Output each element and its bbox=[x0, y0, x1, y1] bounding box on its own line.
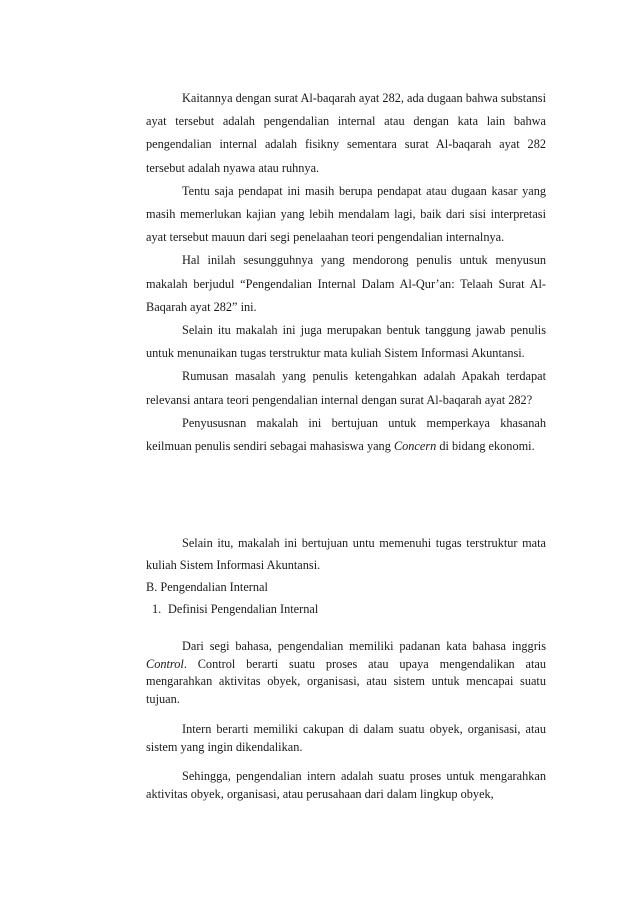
section-block bbox=[146, 576, 546, 620]
subsection-heading bbox=[146, 598, 546, 620]
subsection-title: Definisi Pengendalian Internal bbox=[168, 602, 319, 616]
paragraph-2: Tentu saja pendapat ini masih berupa pendapat atau dugaan kasar yang masih memerlukan kajian yang lebih mendalam lagi, baik dari sisi interpretasi ayat tersebut mauun dari segi penelaahan teori pengendalian internalnya. bbox=[146, 183, 546, 245]
paragraph-5: Rumusan masalah yang penulis ketengahkan adalah Apakah terdapat relevansi antara teori pengendalian internal dengan surat Al-baqarah ayat 282? bbox=[146, 369, 546, 407]
body-text-single-spaced-3 bbox=[146, 768, 546, 803]
paragraph-6-text-b: di bidang ekonomi. bbox=[436, 439, 535, 454]
paragraph-6 bbox=[146, 412, 546, 458]
paragraph-7: Selain itu, makalah ini bertujuan untu memenuhi tugas terstruktur mata kuliah Sistem Informasi Akuntansi. bbox=[146, 536, 546, 572]
paragraph-9: Intern berarti memiliki cakupan di dalam suatu obyek, organisasi, atau sistem yang ingin dikendalikan. bbox=[146, 722, 546, 754]
paragraph-10: Sehingga, pengendalian intern adalah suatu proses untuk mengarahkan aktivitas obyek, organisasi, atau perusahaan dari dalam lingkup obyek, bbox=[146, 769, 546, 801]
subsection-number: 1. bbox=[152, 602, 162, 616]
paragraph-8-text-b: . Control berarti suatu proses atau upaya mengendalikan atau mengarahkan aktivitas obyek, organisasi, atau sistem untuk mencapai suatu tujuan. bbox=[146, 656, 546, 706]
section-heading: B. Pengendalian Internal bbox=[146, 580, 268, 594]
paragraph-8-italic: Control bbox=[146, 656, 184, 671]
paragraph-1: Kaitannya dengan surat Al-baqarah ayat 282, ada dugaan bahwa substansi ayat tersebut adalah pengendalian internal atau dengan kata lain bahwa pengendalian internal adalah fisikny sementara surat Al-baqarah ayat 282 tersebut adalah nyawa atau ruhnya. bbox=[146, 91, 547, 175]
paragraph-8-text-a: Dari segi bahasa, pengendalian memiliki padanan kata bahasa inggris bbox=[182, 639, 546, 653]
body-text-double-spaced bbox=[146, 87, 546, 458]
body-text-single-spaced-1 bbox=[146, 638, 546, 708]
paragraph-6-text-a: Penyususnan makalah ini bertujuan untuk memperkaya khasanah keilmuan penulis sendiri sebagai mahasiswa yang bbox=[146, 415, 546, 454]
body-text-single-spaced-2 bbox=[146, 721, 546, 756]
body-text-block-2 bbox=[146, 532, 546, 576]
paragraph-6-italic: Concern bbox=[393, 439, 437, 454]
paragraph-4: Selain itu makalah ini juga merupakan bentuk tanggung jawab penulis untuk menunaikan tugas terstruktur mata kuliah Sistem Informasi Akuntansi. bbox=[146, 323, 546, 361]
paragraph-3: Hal inilah sesungguhnya yang mendorong penulis untuk menyusun makalah berjudul “Pengendalian Internal Dalam Al-Qur’an: Telaah Surat Al-Baqarah ayat 282” ini. bbox=[146, 253, 546, 314]
paragraph-8 bbox=[146, 638, 546, 708]
